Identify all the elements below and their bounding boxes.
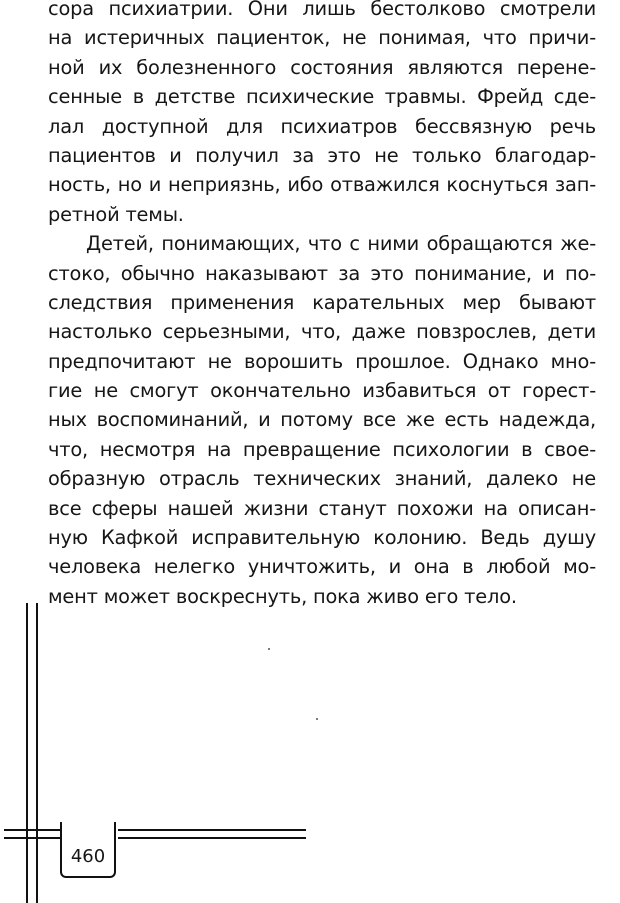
text-line: все сферы нашей жизни станут похожи на описан-: [48, 496, 596, 520]
text-line: стоко, обычно наказывают за это понимание, и по-: [48, 261, 596, 285]
text-line: ной их болезненного состояния являются перене-: [48, 55, 596, 79]
frame-vertical-line: [36, 603, 38, 903]
text-line: сора психиатрии. Они лишь бестолково смотрели: [48, 0, 596, 20]
text-line: лал доступной для психиатров бессвязную речь: [48, 114, 596, 138]
text-line: предпочитают не ворошить прошлое. Однако мно-: [48, 349, 596, 373]
text-line: ную Кафкой исправительную колонию. Ведь душу: [48, 526, 596, 550]
text-line: Детей, понимающих, что с ними обращаются же-: [86, 232, 596, 256]
text-line: что, несмотря на превращение психологии в свое-: [48, 437, 596, 461]
text-line: ных воспоминаний, и потому все же есть надежда,: [48, 408, 596, 432]
text-line: настолько серьезными, что, даже повзрослев, дети: [48, 320, 596, 344]
page-number-box: [60, 822, 116, 878]
body-text: [48, 0, 596, 611]
frame-horizontal-line: [118, 829, 306, 831]
text-line: пациентов и получил за это не только благодар-: [48, 143, 596, 167]
text-line: ность, но и неприязнь, ибо отважился коснуться зап-: [48, 173, 596, 197]
scan-speck: [316, 718, 318, 720]
frame-vertical-line: [26, 603, 28, 903]
text-line: сенные в детстве психические травмы. Фрейд сде-: [48, 85, 596, 109]
text-line: мент может воскреснуть, пока живо его тело.: [48, 584, 517, 608]
text-line: человека нелегко уничтожить, и она в любой мо-: [48, 555, 596, 579]
text-line: на истеричных пациенток, не понимая, что причи-: [48, 26, 596, 50]
page-number: 460: [70, 846, 106, 867]
text-line: ретной темы.: [48, 202, 184, 226]
text-line: следствия применения карательных мер бывают: [48, 290, 596, 314]
text-line: образную отрасль технических знаний, далеко не: [48, 467, 596, 491]
scan-speck: [268, 648, 270, 650]
frame-horizontal-line: [118, 837, 306, 839]
frame-horizontal-line: [4, 837, 60, 839]
frame-horizontal-line: [4, 829, 60, 831]
text-line: гие не смогут окончательно избавиться от горест-: [48, 379, 596, 403]
